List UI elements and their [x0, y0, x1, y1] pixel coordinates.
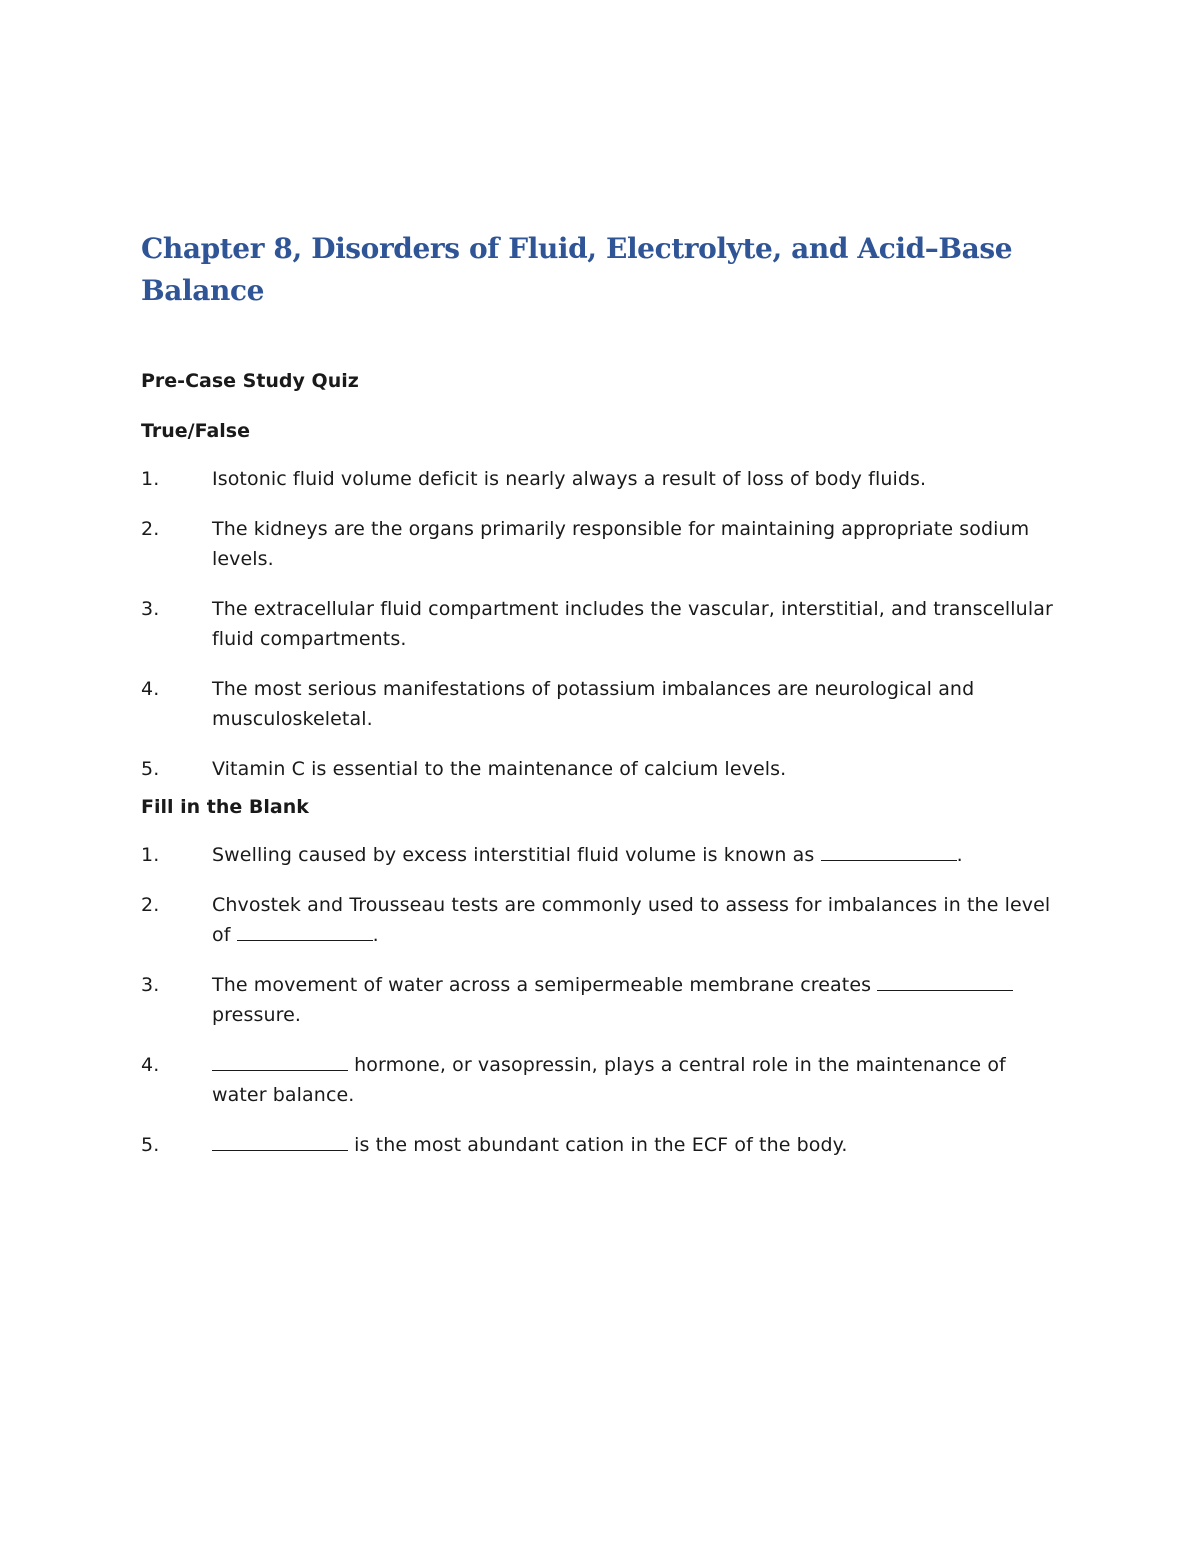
- item-text-after: .: [956, 844, 963, 866]
- item-text-after: pressure.: [212, 1004, 302, 1026]
- item-number: 4.: [141, 678, 160, 700]
- item-text: The kidneys are the organs primarily responsible for maintaining appropriate sodium levels.: [212, 518, 1030, 570]
- item-number: 4.: [141, 1054, 160, 1076]
- fill-blank-item: [141, 840, 1061, 870]
- item-number: 1.: [141, 844, 160, 866]
- fill-blank-item: [141, 1130, 1061, 1160]
- fill-blank-heading: Fill in the Blank: [141, 796, 309, 818]
- item-text: Vitamin C is essential to the maintenance of calcium levels.: [212, 758, 787, 780]
- fill-blank-list: [141, 840, 1061, 1160]
- true-false-list: [141, 464, 1061, 784]
- item-text-after: is the most abundant cation in the ECF of the body.: [348, 1134, 848, 1156]
- item-text-before: Chvostek and Trousseau tests are commonly used to assess for imbalances in the level of: [212, 894, 1051, 946]
- document-content: [141, 228, 1061, 1160]
- item-text: Isotonic fluid volume deficit is nearly always a result of loss of body fluids.: [212, 468, 927, 490]
- item-number: 2.: [141, 894, 160, 916]
- true-false-heading: True/False: [141, 420, 250, 442]
- item-text-before: The movement of water across a semipermeable membrane creates: [212, 974, 878, 996]
- answer-blank[interactable]: [821, 840, 957, 861]
- fill-blank-item: [141, 890, 1061, 950]
- item-number: 1.: [141, 468, 160, 490]
- fill-blank-item: [141, 970, 1061, 1030]
- true-false-item: [141, 514, 1061, 574]
- answer-blank[interactable]: [212, 1050, 348, 1071]
- item-text-after: hormone, or vasopressin, plays a central role in the maintenance of water balance.: [212, 1054, 1006, 1106]
- item-text: The extracellular fluid compartment includes the vascular, interstitial, and transcellular fluid compartments.: [212, 598, 1053, 650]
- answer-blank[interactable]: [212, 1130, 348, 1151]
- answer-blank[interactable]: [237, 920, 373, 941]
- item-number: 5.: [141, 758, 160, 780]
- item-text-before: Swelling caused by excess interstitial fluid volume is known as: [212, 844, 821, 866]
- true-false-item: [141, 464, 1061, 494]
- quiz-heading: Pre-Case Study Quiz: [141, 370, 359, 392]
- item-number: 5.: [141, 1134, 160, 1156]
- item-number: 2.: [141, 518, 160, 540]
- item-text: The most serious manifestations of potassium imbalances are neurological and musculoskeletal.: [212, 678, 975, 730]
- answer-blank[interactable]: [877, 970, 1013, 991]
- fill-blank-item: [141, 1050, 1061, 1110]
- document-title: Chapter 8, Disorders of Fluid, Electrolyte, and Acid–Base Balance: [141, 232, 1013, 307]
- true-false-item: [141, 594, 1061, 654]
- item-text-after: .: [372, 924, 379, 946]
- item-number: 3.: [141, 598, 160, 620]
- true-false-item: [141, 674, 1061, 734]
- true-false-item: [141, 754, 1061, 784]
- item-number: 3.: [141, 974, 160, 996]
